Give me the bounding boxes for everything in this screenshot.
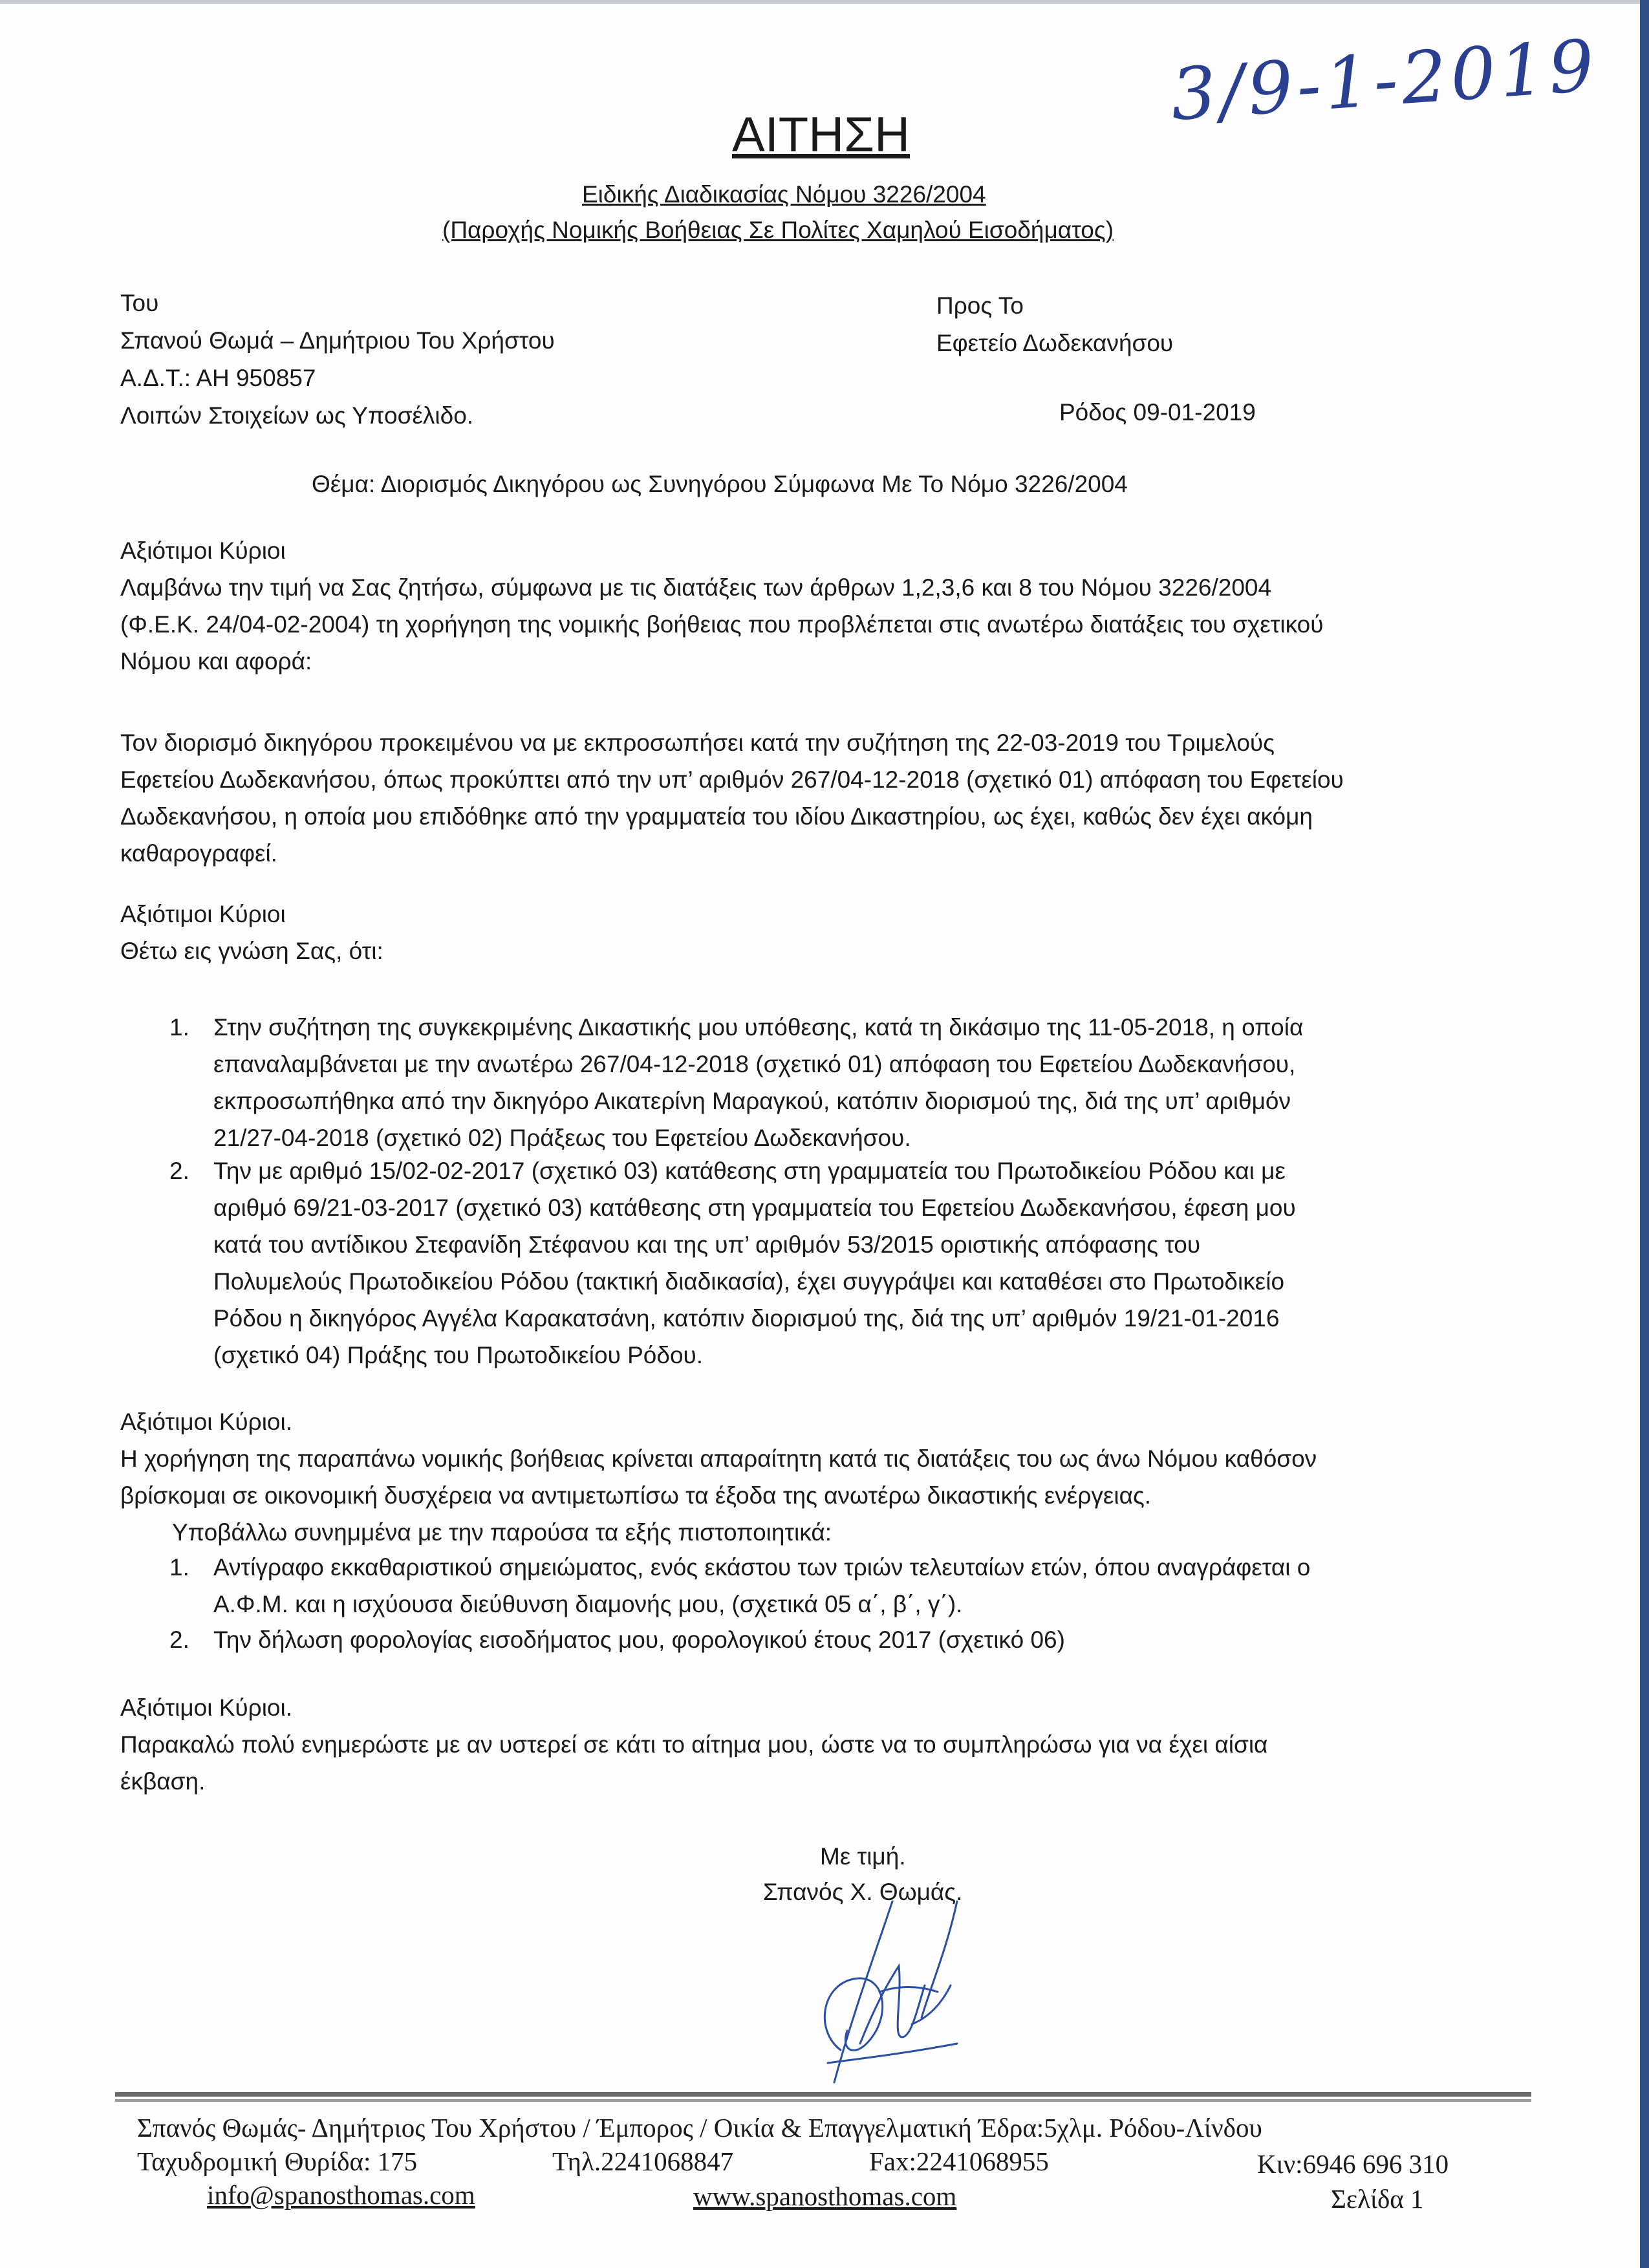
list-item-line: Την με αριθμό 15/02-02-2017 (σχετικό 03) κατάθεσης στη γραμματεία του Πρωτοδικείου Ρόδου και με (213, 1158, 1286, 1184)
paragraph-line: (Φ.Ε.Κ. 24/04-02-2004) τη χορήγηση της νομικής βοήθειας που προβλέπεται στις ανωτέρω διατάξεις του σχετικού (120, 611, 1324, 638)
recipient-line: Προς Το (936, 292, 1024, 319)
paragraph-line: Αξιότιμοι Κύριοι (120, 537, 286, 564)
footer-divider (115, 2099, 1531, 2102)
paragraph-line: καθαρογραφεί. (120, 840, 277, 867)
paragraph-line: βρίσκομαι σε οικονομική δυσχέρεια να αντιμετωπίσω τα έξοδα της ανωτέρω δικαστικής ενέργειας. (120, 1482, 1152, 1509)
list-item-number: 2. (169, 1626, 189, 1653)
list-item-line: Ρόδου η δικηγόρος Αγγέλα Καρακατσάνη, κατόπιν διορισμού της, διά της υπ’ αριθμόν 19/21-01-2016 (213, 1305, 1280, 1332)
paragraph-closing-request (120, 1689, 1530, 1800)
list-item-line: Α.Φ.Μ. και η ισχύουσα διεύθυνση διαμονής μου, (σχετικά 05 α΄, β΄, γ΄). (213, 1591, 963, 1617)
footer-po-box: Ταχυδρομική Θυρίδα: 175 (137, 2146, 418, 2176)
paragraph-line: Υποβάλλω συνημμένα με την παρούσα τα εξής πιστοποιητικά: (172, 1519, 832, 1546)
list-item-line: κατά του αντίδικου Στεφανίδη Στέφανου και της υπ’ αριθμόν 53/2015 οριστικής απόφασης του (213, 1231, 1201, 1258)
paragraph-line: Θέτω εις γνώση Σας, ότι: (120, 938, 383, 964)
paragraph-request (120, 532, 1530, 680)
list-item-number: 1. (169, 1014, 189, 1041)
document-subtitle-2: (Παροχής Νομικής Βοήθειας Σε Πολίτες Χαμηλού Εισοδήματος) (442, 217, 1114, 243)
recipient-line: Εφετείο Δωδεκανήσου (936, 330, 1174, 356)
paragraph-line: Αξιότιμοι Κύριοι (120, 901, 286, 927)
list-item-number: 2. (169, 1158, 189, 1184)
list-item-number: 1. (169, 1554, 189, 1581)
footer-website-link[interactable]: www.spanosthomas.com (693, 2181, 957, 2211)
footer-divider (115, 2092, 1531, 2097)
list-item-line: Την δήλωση φορολογίας εισοδήματος μου, φορολογικού έτους 2017 (σχετικό 06) (213, 1626, 1065, 1653)
paragraph-notice (120, 896, 1530, 969)
list-item-line: (σχετικό 04) Πράξης του Πρωτοδικείου Ρόδου. (213, 1342, 704, 1368)
sender-block (120, 285, 555, 435)
place-date: Ρόδος 09-01-2019 (1059, 399, 1256, 426)
list-item-line: Πολυμελούς Πρωτοδικείου Ρόδου (τακτική διαδικασία), έχει συγγράψει και καταθέσει στο Πρωτοδικείο (213, 1268, 1285, 1295)
footer-identity: Σπανός Θωμάς- Δημήτριος Του Χρήστου / Έμπορος / Οικία & Επαγγελματική Έδρα:5χλμ. Ρόδου-Λίνδου (137, 2113, 1262, 2143)
scan-right-edge (1640, 0, 1649, 2268)
paragraph-line: Νόμου και αφορά: (120, 648, 312, 675)
list-item-line: Στην συζήτηση της συγκεκριμένης Δικαστικής μου υπόθεσης, κατά τη δικάσιμο της 11-05-2018, η οποία (213, 1014, 1304, 1041)
handwritten-date: 3/9-1-2019 (1168, 24, 1600, 136)
sender-line: Λοιπών Στοιχείων ως Υποσέλιδο. (120, 402, 474, 429)
paragraph-line: Η χορήγηση της παραπάνω νομικής βοήθειας κρίνεται απαραίτητη κατά τις διατάξεις του ως άνω Νόμου καθόσον (120, 1445, 1317, 1472)
sender-line: Α.Δ.Τ.: ΑΗ 950857 (120, 365, 316, 391)
footer-email-link[interactable]: info@spanosthomas.com (207, 2180, 475, 2210)
paragraph-line: έκβαση. (120, 1768, 206, 1795)
document-subtitle-1: Ειδικής Διαδικασίας Νόμου 3226/2004 (582, 181, 986, 208)
footer-fax: Fax:2241068955 (869, 2146, 1049, 2176)
paragraph-line: Τον διορισμό δικηγόρου προκειμένου να με εκπροσωπήσει κατά την συζήτηση της 22-03-2019 του Τριμελούς (120, 729, 1275, 756)
footer-page-number: Σελίδα 1 (1331, 2184, 1424, 2214)
paragraph-line: Δωδεκανήσου, η οποία μου επιδόθηκε από την γραμματεία του ιδίου Δικαστηρίου, ως έχει, καθώς δεν έχει ακόμη (120, 803, 1313, 830)
signature-image (763, 1888, 1009, 2095)
sender-line: Του (120, 290, 159, 316)
sender-line: Σπανού Θωμά – Δημήτριου Του Χρήστου (120, 327, 555, 354)
scan-top-edge (0, 0, 1649, 4)
paragraph-line: Παρακαλώ πολύ ενημερώστε με αν υστερεί σε κάτι το αίτημα μου, ώστε να το συμπληρώσω για να έχει αίσια (120, 1731, 1268, 1758)
list-item-line: εκπροσωπήθηκα από την δικηγόρο Αικατερίνη Μαραγκού, κατόπιν διορισμού της, διά της υπ’ αριθμόν (213, 1088, 1291, 1114)
footer-phone: Τηλ.2241068847 (552, 2146, 734, 2176)
footer-mobile: Κιν:6946 696 310 (1257, 2149, 1449, 2179)
paragraph-appointment (120, 724, 1530, 872)
closing-name: Σπανός Χ. Θωμάς. (763, 1879, 963, 1905)
list-item-line: επαναλαμβάνεται με την ανωτέρω 267/04-12-2018 (σχετικό 01) απόφαση του Εφετείου Δωδεκανήσου, (213, 1051, 1296, 1077)
paragraph-line: Λαμβάνω την τιμή να Σας ζητήσω, σύμφωνα με τις διατάξεις των άρθρων 1,2,3,6 και 8 του Νόμου 3226/2004 (120, 574, 1272, 601)
paragraph-line: Αξιότιμοι Κύριοι. (120, 1694, 293, 1721)
list-item-line: Αντίγραφο εκκαθαριστικού σημειώματος, ενός εκάστου των τριών τελευταίων ετών, όπου αναγράφεται ο (213, 1554, 1311, 1581)
list-item-line: αριθμό 69/21-03-2017 (σχετικό 03) κατάθεσης στη γραμματεία του Εφετείου Δωδεκανήσου, έφεση μου (213, 1194, 1296, 1221)
paragraph-line: Αξιότιμοι Κύριοι. (120, 1409, 293, 1435)
recipient-block (936, 287, 1173, 362)
paragraph-line: Εφετείου Δωδεκανήσου, όπως προκύπτει από την υπ’ αριθμόν 267/04-12-2018 (σχετικό 01) απόφαση του Εφετείου (120, 766, 1344, 793)
subject-line: Θέμα: Διορισμός Δικηγόρου ως Συνηγόρου Σύμφωνα Με Το Νόμο 3226/2004 (312, 471, 1128, 497)
list-item-line: 21/27-04-2018 (σχετικό 02) Πράξεως του Εφετείου Δωδεκανήσου. (213, 1125, 911, 1151)
document-title: ΑΙΤΗΣΗ (732, 107, 910, 162)
closing-greeting: Με τιμή. (820, 1843, 906, 1870)
paragraph-necessity (120, 1403, 1530, 1551)
